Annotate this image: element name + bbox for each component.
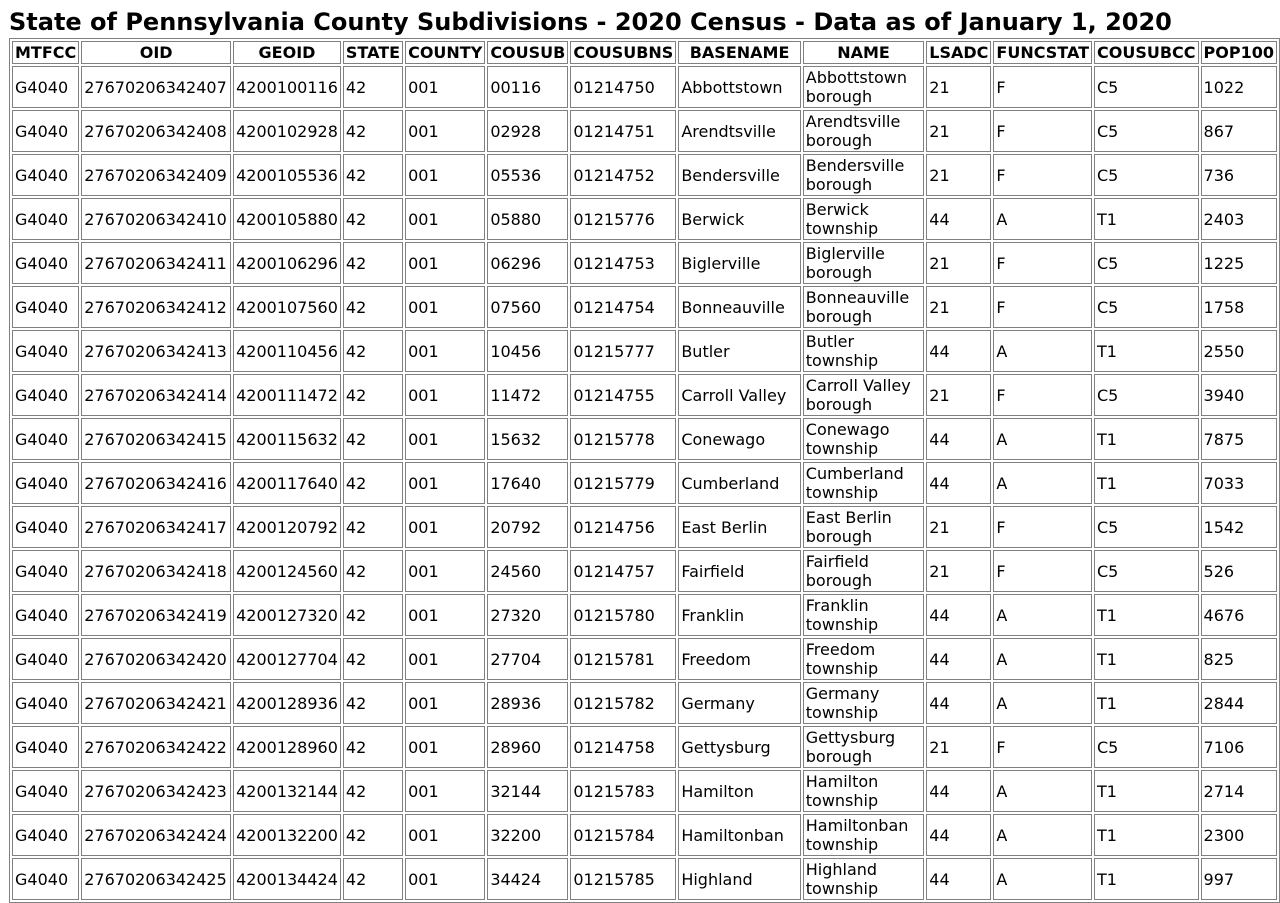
cell-name: Butler township [803,330,925,372]
cell-state: 42 [343,682,403,724]
cell-pop100: 2714 [1201,770,1277,812]
cell-county: 001 [405,110,485,152]
cell-lsadc: 44 [926,682,991,724]
column-header-funcstat: FUNCSTAT [993,41,1092,64]
cell-cousubns: 01214755 [570,374,676,416]
cell-lsadc: 44 [926,418,991,460]
cell-cousubcc: T1 [1094,198,1199,240]
cell-basename: Berwick [678,198,800,240]
cell-geoid: 4200128960 [233,726,341,768]
cell-cousub: 34424 [487,858,568,900]
cell-cousub: 17640 [487,462,568,504]
cell-basename: Germany [678,682,800,724]
cell-pop100: 3940 [1201,374,1277,416]
cell-county: 001 [405,330,485,372]
cell-state: 42 [343,154,403,196]
cell-cousubcc: C5 [1094,550,1199,592]
cell-oid: 27670206342418 [81,550,231,592]
cell-county: 001 [405,418,485,460]
cell-basename: Bonneauville [678,286,800,328]
cell-lsadc: 44 [926,770,991,812]
cell-lsadc: 21 [926,242,991,284]
column-header-mtfcc: MTFCC [12,41,79,64]
cell-cousubcc: T1 [1094,594,1199,636]
cell-pop100: 736 [1201,154,1277,196]
cell-county: 001 [405,550,485,592]
table-body [12,66,1277,900]
cell-name: Bonneauville borough [803,286,925,328]
cell-geoid: 4200132200 [233,814,341,856]
column-header-pop100: POP100 [1201,41,1277,64]
cell-cousub: 24560 [487,550,568,592]
cell-cousub: 32144 [487,770,568,812]
table-row [12,594,1277,636]
table-row [12,638,1277,680]
cell-funcstat: A [993,462,1092,504]
cell-cousubns: 01214750 [570,66,676,108]
header-row [12,41,1277,64]
table-row [12,154,1277,196]
cell-oid: 27670206342408 [81,110,231,152]
cell-lsadc: 21 [926,154,991,196]
cell-geoid: 4200102928 [233,110,341,152]
cell-county: 001 [405,198,485,240]
cell-basename: Gettysburg [678,726,800,768]
cell-oid: 27670206342419 [81,594,231,636]
cell-name: Cumberland township [803,462,925,504]
cell-county: 001 [405,726,485,768]
cell-state: 42 [343,770,403,812]
table-row [12,682,1277,724]
table-row [12,770,1277,812]
cell-mtfcc: G4040 [12,286,79,328]
cell-geoid: 4200106296 [233,242,341,284]
cell-cousub: 10456 [487,330,568,372]
cell-lsadc: 44 [926,462,991,504]
cell-cousubns: 01214757 [570,550,676,592]
cell-geoid: 4200127320 [233,594,341,636]
cell-pop100: 7106 [1201,726,1277,768]
cell-cousubns: 01215782 [570,682,676,724]
cell-state: 42 [343,418,403,460]
cell-lsadc: 21 [926,66,991,108]
cell-geoid: 4200105880 [233,198,341,240]
cell-cousubcc: T1 [1094,330,1199,372]
cell-pop100: 997 [1201,858,1277,900]
cell-mtfcc: G4040 [12,330,79,372]
cell-geoid: 4200132144 [233,770,341,812]
cell-pop100: 1758 [1201,286,1277,328]
cell-cousub: 15632 [487,418,568,460]
cell-funcstat: F [993,726,1092,768]
cell-cousubns: 01214754 [570,286,676,328]
table-row [12,286,1277,328]
column-header-lsadc: LSADC [926,41,991,64]
cell-mtfcc: G4040 [12,726,79,768]
cell-cousubns: 01215776 [570,198,676,240]
cell-state: 42 [343,330,403,372]
cell-pop100: 2300 [1201,814,1277,856]
cell-basename: Hamilton [678,770,800,812]
cell-oid: 27670206342417 [81,506,231,548]
cell-oid: 27670206342415 [81,418,231,460]
column-header-cousubcc: COUSUBCC [1094,41,1199,64]
census-table [9,38,1280,903]
cell-geoid: 4200120792 [233,506,341,548]
cell-name: Franklin township [803,594,925,636]
cell-county: 001 [405,462,485,504]
cell-oid: 27670206342410 [81,198,231,240]
cell-county: 001 [405,66,485,108]
cell-cousubns: 01215777 [570,330,676,372]
cell-cousubns: 01215779 [570,462,676,504]
cell-funcstat: A [993,594,1092,636]
column-header-state: STATE [343,41,403,64]
cell-basename: Freedom [678,638,800,680]
cell-name: Fairfield borough [803,550,925,592]
cell-cousubcc: T1 [1094,638,1199,680]
cell-geoid: 4200105536 [233,154,341,196]
cell-geoid: 4200117640 [233,462,341,504]
cell-basename: Franklin [678,594,800,636]
cell-mtfcc: G4040 [12,66,79,108]
cell-state: 42 [343,198,403,240]
table-row [12,726,1277,768]
cell-pop100: 7033 [1201,462,1277,504]
cell-funcstat: A [993,418,1092,460]
cell-pop100: 2550 [1201,330,1277,372]
cell-cousubns: 01215778 [570,418,676,460]
cell-funcstat: F [993,242,1092,284]
cell-cousubcc: C5 [1094,66,1199,108]
cell-funcstat: F [993,66,1092,108]
cell-funcstat: F [993,110,1092,152]
cell-oid: 27670206342420 [81,638,231,680]
cell-cousubcc: C5 [1094,242,1199,284]
cell-geoid: 4200107560 [233,286,341,328]
cell-state: 42 [343,594,403,636]
cell-county: 001 [405,638,485,680]
cell-lsadc: 44 [926,814,991,856]
cell-mtfcc: G4040 [12,594,79,636]
cell-state: 42 [343,66,403,108]
table-row [12,814,1277,856]
cell-name: Bendersville borough [803,154,925,196]
cell-cousubcc: C5 [1094,154,1199,196]
cell-cousubcc: T1 [1094,858,1199,900]
cell-mtfcc: G4040 [12,374,79,416]
cell-basename: Highland [678,858,800,900]
cell-cousubcc: T1 [1094,462,1199,504]
cell-basename: Bendersville [678,154,800,196]
cell-name: Abbottstown borough [803,66,925,108]
cell-pop100: 867 [1201,110,1277,152]
cell-lsadc: 44 [926,594,991,636]
cell-cousub: 05880 [487,198,568,240]
cell-oid: 27670206342413 [81,330,231,372]
cell-cousub: 00116 [487,66,568,108]
cell-cousubns: 01214751 [570,110,676,152]
cell-name: East Berlin borough [803,506,925,548]
column-header-geoid: GEOID [233,41,341,64]
cell-basename: Butler [678,330,800,372]
column-header-oid: OID [81,41,231,64]
cell-funcstat: F [993,374,1092,416]
cell-mtfcc: G4040 [12,462,79,504]
cell-geoid: 4200128936 [233,682,341,724]
cell-pop100: 4676 [1201,594,1277,636]
cell-basename: Conewago [678,418,800,460]
cell-state: 42 [343,374,403,416]
cell-county: 001 [405,814,485,856]
cell-name: Hamilton township [803,770,925,812]
cell-funcstat: F [993,550,1092,592]
cell-funcstat: F [993,506,1092,548]
cell-oid: 27670206342411 [81,242,231,284]
table-row [12,374,1277,416]
column-header-cousub: COUSUB [487,41,568,64]
cell-mtfcc: G4040 [12,858,79,900]
cell-cousub: 32200 [487,814,568,856]
cell-name: Conewago township [803,418,925,460]
table-row [12,418,1277,460]
cell-lsadc: 21 [926,506,991,548]
cell-lsadc: 44 [926,638,991,680]
table-row [12,550,1277,592]
cell-basename: Cumberland [678,462,800,504]
cell-mtfcc: G4040 [12,242,79,284]
cell-basename: Biglerville [678,242,800,284]
cell-pop100: 526 [1201,550,1277,592]
page-title: State of Pennsylvania County Subdivisions - 2020 Census - Data as of January 1, 2020 [9,8,1172,36]
cell-basename: Fairfield [678,550,800,592]
cell-pop100: 1022 [1201,66,1277,108]
cell-cousubns: 01215781 [570,638,676,680]
cell-geoid: 4200115632 [233,418,341,460]
cell-county: 001 [405,594,485,636]
cell-oid: 27670206342412 [81,286,231,328]
cell-cousubcc: T1 [1094,814,1199,856]
table-row [12,198,1277,240]
cell-cousub: 27704 [487,638,568,680]
cell-cousub: 06296 [487,242,568,284]
cell-lsadc: 21 [926,374,991,416]
cell-state: 42 [343,286,403,328]
cell-county: 001 [405,682,485,724]
cell-oid: 27670206342414 [81,374,231,416]
cell-county: 001 [405,286,485,328]
cell-state: 42 [343,242,403,284]
cell-county: 001 [405,770,485,812]
cell-oid: 27670206342423 [81,770,231,812]
table-row [12,858,1277,900]
cell-cousubcc: T1 [1094,770,1199,812]
cell-lsadc: 44 [926,198,991,240]
cell-pop100: 2844 [1201,682,1277,724]
cell-cousubcc: T1 [1094,682,1199,724]
cell-state: 42 [343,814,403,856]
table-row [12,506,1277,548]
cell-cousub: 05536 [487,154,568,196]
cell-cousub: 11472 [487,374,568,416]
cell-geoid: 4200124560 [233,550,341,592]
table-row [12,330,1277,372]
cell-lsadc: 21 [926,726,991,768]
cell-cousubns: 01215785 [570,858,676,900]
cell-funcstat: F [993,286,1092,328]
cell-pop100: 1225 [1201,242,1277,284]
cell-name: Germany township [803,682,925,724]
cell-county: 001 [405,242,485,284]
cell-mtfcc: G4040 [12,770,79,812]
cell-funcstat: A [993,198,1092,240]
cell-cousub: 02928 [487,110,568,152]
cell-geoid: 4200100116 [233,66,341,108]
cell-pop100: 2403 [1201,198,1277,240]
cell-mtfcc: G4040 [12,814,79,856]
cell-lsadc: 44 [926,330,991,372]
cell-cousubns: 01214758 [570,726,676,768]
cell-geoid: 4200111472 [233,374,341,416]
cell-pop100: 1542 [1201,506,1277,548]
table-row [12,110,1277,152]
cell-mtfcc: G4040 [12,418,79,460]
cell-name: Berwick township [803,198,925,240]
column-header-basename: BASENAME [678,41,800,64]
cell-state: 42 [343,550,403,592]
cell-cousubns: 01214753 [570,242,676,284]
cell-name: Biglerville borough [803,242,925,284]
cell-mtfcc: G4040 [12,638,79,680]
cell-oid: 27670206342416 [81,462,231,504]
cell-state: 42 [343,858,403,900]
cell-oid: 27670206342409 [81,154,231,196]
cell-oid: 27670206342407 [81,66,231,108]
cell-name: Gettysburg borough [803,726,925,768]
cell-cousubns: 01214752 [570,154,676,196]
cell-cousub: 28960 [487,726,568,768]
cell-cousubcc: C5 [1094,110,1199,152]
cell-state: 42 [343,638,403,680]
cell-lsadc: 21 [926,110,991,152]
cell-lsadc: 21 [926,550,991,592]
cell-funcstat: A [993,638,1092,680]
cell-name: Freedom township [803,638,925,680]
cell-cousubcc: C5 [1094,374,1199,416]
cell-basename: East Berlin [678,506,800,548]
cell-county: 001 [405,154,485,196]
cell-cousub: 27320 [487,594,568,636]
cell-mtfcc: G4040 [12,506,79,548]
cell-funcstat: F [993,154,1092,196]
cell-cousubcc: C5 [1094,286,1199,328]
cell-lsadc: 44 [926,858,991,900]
cell-funcstat: A [993,770,1092,812]
cell-cousub: 20792 [487,506,568,548]
cell-cousubcc: C5 [1094,506,1199,548]
cell-mtfcc: G4040 [12,682,79,724]
cell-name: Hamiltonban township [803,814,925,856]
cell-cousubns: 01215783 [570,770,676,812]
cell-mtfcc: G4040 [12,550,79,592]
cell-basename: Abbottstown [678,66,800,108]
cell-cousubns: 01214756 [570,506,676,548]
cell-oid: 27670206342422 [81,726,231,768]
cell-funcstat: A [993,682,1092,724]
cell-funcstat: A [993,330,1092,372]
cell-mtfcc: G4040 [12,110,79,152]
table-row [12,462,1277,504]
cell-pop100: 825 [1201,638,1277,680]
cell-geoid: 4200110456 [233,330,341,372]
cell-basename: Hamiltonban [678,814,800,856]
cell-cousubcc: T1 [1094,418,1199,460]
cell-mtfcc: G4040 [12,154,79,196]
cell-geoid: 4200134424 [233,858,341,900]
cell-funcstat: A [993,814,1092,856]
cell-county: 001 [405,506,485,548]
cell-name: Carroll Valley borough [803,374,925,416]
table-row [12,66,1277,108]
cell-cousub: 07560 [487,286,568,328]
cell-oid: 27670206342424 [81,814,231,856]
column-header-cousubns: COUSUBNS [570,41,676,64]
cell-geoid: 4200127704 [233,638,341,680]
cell-name: Arendtsville borough [803,110,925,152]
cell-state: 42 [343,506,403,548]
cell-lsadc: 21 [926,286,991,328]
column-header-name: NAME [803,41,925,64]
cell-cousubcc: C5 [1094,726,1199,768]
cell-state: 42 [343,110,403,152]
table-row [12,242,1277,284]
cell-name: Highland township [803,858,925,900]
cell-funcstat: A [993,858,1092,900]
cell-county: 001 [405,374,485,416]
cell-cousubns: 01215784 [570,814,676,856]
cell-oid: 27670206342421 [81,682,231,724]
cell-basename: Arendtsville [678,110,800,152]
cell-basename: Carroll Valley [678,374,800,416]
cell-cousubns: 01215780 [570,594,676,636]
cell-oid: 27670206342425 [81,858,231,900]
cell-cousub: 28936 [487,682,568,724]
cell-pop100: 7875 [1201,418,1277,460]
cell-county: 001 [405,858,485,900]
column-header-county: COUNTY [405,41,485,64]
cell-state: 42 [343,462,403,504]
cell-state: 42 [343,726,403,768]
cell-mtfcc: G4040 [12,198,79,240]
